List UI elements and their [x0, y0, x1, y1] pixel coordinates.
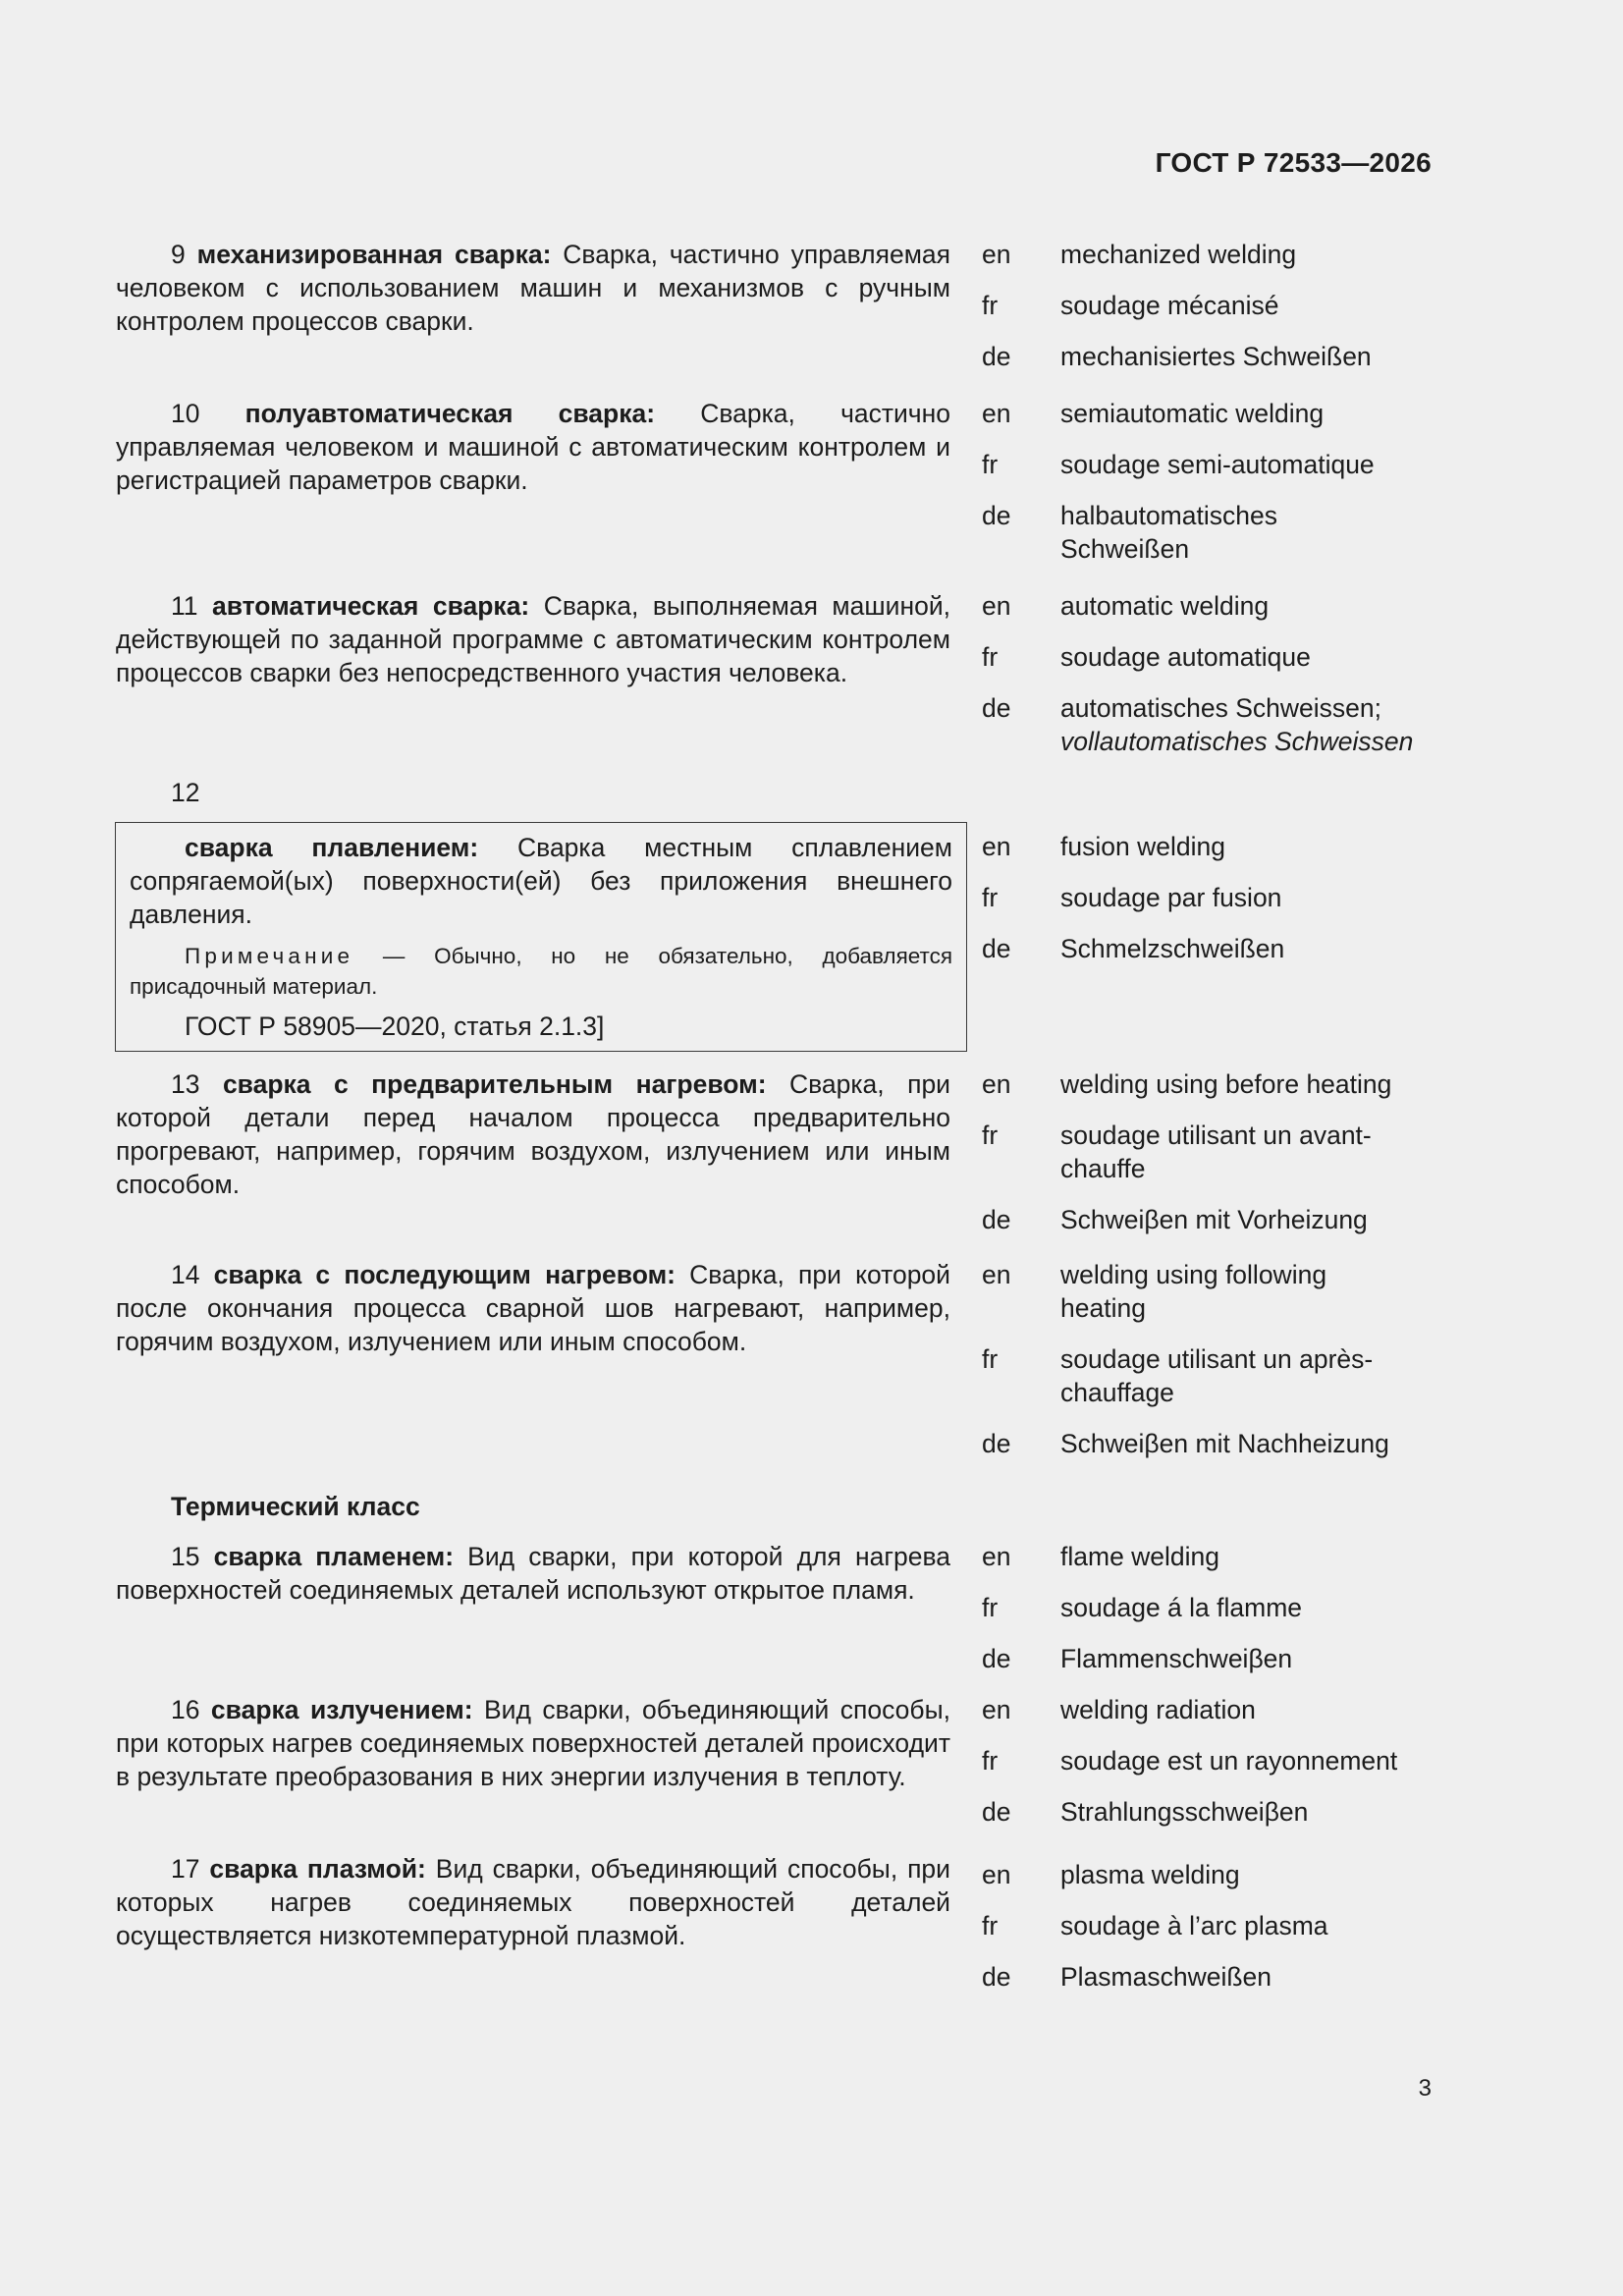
translation-row [982, 1067, 1432, 1101]
translations [982, 397, 1432, 583]
lang-code: en [982, 591, 1011, 621]
term-definition: Сварка местным сплавлением сопрягаемой(ых) поверхности(ей) без приложения внешнего давления. [130, 833, 952, 929]
translations [982, 1852, 1432, 2011]
lang-code: en [982, 832, 1011, 861]
translated-term: soudage mécanisé [1060, 291, 1279, 320]
translated-term: fusion welding [1060, 832, 1225, 861]
entry-number: 15 [171, 1542, 200, 1571]
translated-term: Schweiβen mit Vorheizung [1060, 1205, 1368, 1234]
translation-row [982, 881, 1432, 914]
lang-code: en [982, 1695, 1011, 1724]
entry-number: 11 [171, 591, 198, 621]
translated-term: soudage par fusion [1060, 883, 1282, 912]
translated-term: soudage automatique [1060, 642, 1311, 672]
translation-row [982, 1591, 1432, 1624]
translation-row [982, 499, 1432, 566]
page-number: 3 [1418, 2075, 1432, 2102]
translation-row [982, 691, 1432, 758]
entry-number: 16 [171, 1695, 200, 1724]
translated-term: Flammenschweiβen [1060, 1644, 1293, 1673]
translation-row [982, 1203, 1432, 1236]
note [130, 941, 952, 1002]
entry-number: 12 [171, 778, 200, 807]
term-definition: Вид сварки, объединяющий способы, при которых нагрев соединяемых поверхностей деталей происходит в результате преобразования в них энергии излучения в теплоту. [116, 1695, 950, 1791]
term-entry-14 [116, 1258, 1432, 1478]
definition [116, 589, 950, 758]
translation-row [982, 932, 1432, 965]
translated-term: automatisches Schweissen; vollautomatisches Schweissen [1060, 693, 1414, 756]
term-definition: Сварка, при которой после окончания процесса сварной шов нагревают, например, горячим воздухом, излучением или иным способом. [116, 1260, 950, 1356]
lang-code: de [982, 342, 1011, 371]
translation-row [982, 1693, 1432, 1726]
translated-term: Schweiβen mit Nachheizung [1060, 1429, 1389, 1458]
term-definition: Сварка, частично управляемая человеком с использованием машин и механизмов с ручным контролем процессов сварки. [116, 240, 950, 336]
term-entry-15 [116, 1540, 1432, 1693]
lang-code: de [982, 1205, 1011, 1234]
translation-row [982, 1858, 1432, 1891]
translated-term: welding using before heating [1060, 1069, 1392, 1099]
term-definition: Вид сварки, при которой для нагрева поверхностей соединяемых деталей используют открытое пламя. [116, 1542, 950, 1605]
lang-code: fr [982, 642, 999, 672]
translation-row [982, 238, 1432, 271]
translation-row [982, 340, 1432, 373]
definition [116, 397, 950, 583]
entry-number: 9 [171, 240, 186, 269]
translations [982, 238, 1432, 391]
term-entry-17 [116, 1852, 1432, 2011]
translated-term: soudage utilisant un avant-chauffe [1060, 1121, 1372, 1183]
entry-number: 17 [171, 1854, 200, 1884]
lang-code: en [982, 1860, 1011, 1889]
translations [982, 1540, 1432, 1693]
term-name: сварка с предварительным нагревом: [222, 1069, 767, 1099]
lang-code: fr [982, 1911, 999, 1941]
lang-code: en [982, 1069, 1011, 1099]
translated-term: semiautomatic welding [1060, 399, 1325, 428]
translation-row [982, 1744, 1432, 1777]
lang-code: en [982, 240, 1011, 269]
lang-code: fr [982, 1121, 999, 1150]
term-name: сварка пламенем: [213, 1542, 455, 1571]
term-definition: Сварка, при которой детали перед началом процесса предварительно прогревают, например, горячим воздухом, излучением или иным способом. [116, 1069, 950, 1199]
translated-term: Strahlungsschweiβen [1060, 1797, 1309, 1827]
translation-row [982, 640, 1432, 674]
terms-list [116, 238, 1432, 2011]
translated-term: Plasmaschweißen [1060, 1962, 1272, 1992]
translation-row [982, 1960, 1432, 1994]
translated-term: automatic welding [1060, 591, 1270, 621]
lang-code: en [982, 1260, 1011, 1289]
lang-code: fr [982, 450, 999, 479]
translations [982, 1693, 1432, 1846]
term-name: сварка с последующим нагревом: [213, 1260, 676, 1289]
lang-code: de [982, 1962, 1011, 1992]
translation-row [982, 830, 1432, 863]
lang-code: en [982, 399, 1011, 428]
translated-term: mechanisiertes Schweißen [1060, 342, 1372, 371]
term-entry-10 [116, 397, 1432, 583]
entry-number: 10 [171, 399, 200, 428]
quoted-definition-box [115, 822, 967, 1052]
lang-code: en [982, 1542, 1011, 1571]
definition [116, 238, 950, 391]
translated-term: soudage est un rayonnement [1060, 1746, 1398, 1776]
translation-row [982, 1795, 1432, 1829]
translation-row [982, 589, 1432, 623]
entry-number: 14 [171, 1260, 200, 1289]
lang-code: de [982, 1644, 1011, 1673]
note-label: Примечание [185, 944, 354, 968]
term-name: сварка плазмой: [209, 1854, 426, 1884]
term-definition: Сварка, частично управляемая человеком и машиной с автоматическим контролем и регистрацией параметров сварки. [116, 399, 950, 495]
translated-term: soudage utilisant un après-chauffage [1060, 1344, 1374, 1407]
translated-term: flame welding [1060, 1542, 1220, 1571]
term-name: сварка плавлением: [185, 833, 479, 862]
translation-row [982, 1909, 1432, 1942]
source-reference: ГОСТ Р 58905—2020, статья 2.1.3] [185, 1011, 605, 1041]
lang-code: de [982, 1429, 1011, 1458]
translations [982, 1067, 1432, 1254]
translations [982, 822, 1432, 1052]
definition [116, 822, 968, 1052]
lang-code: fr [982, 1344, 999, 1374]
term-entry-13 [116, 1067, 1432, 1254]
section-heading: Термический класс [171, 1492, 420, 1521]
translation-row [982, 1258, 1432, 1325]
translated-term: soudage semi-automatique [1060, 450, 1375, 479]
translated-term-alt: vollautomatisches Schweissen [1060, 727, 1414, 756]
term-entry-12 [116, 822, 1432, 1052]
note-text: — Обычно, но не обязательно, добавляется присадочный материал. [130, 944, 952, 999]
definition [116, 1258, 950, 1478]
term-name: полуавтоматическая сварка: [244, 399, 656, 428]
term-definition: Вид сварки, объединяющий способы, при которых нагрев соединяемых поверхностей деталей осуществляется низкотемпературной плазмой. [116, 1854, 950, 1950]
translations [982, 1258, 1432, 1478]
translated-term: soudage á la flamme [1060, 1593, 1303, 1622]
definition [116, 1067, 950, 1254]
translated-term: mechanized welding [1060, 240, 1297, 269]
translation-row [982, 1342, 1432, 1409]
translation-row [982, 1540, 1432, 1573]
lang-code: fr [982, 1593, 999, 1622]
definition [116, 1540, 950, 1693]
lang-code: fr [982, 291, 999, 320]
lang-code: de [982, 693, 1011, 723]
document-code: ГОСТ Р 72533—2026 [1155, 147, 1432, 178]
translated-term: welding radiation [1060, 1695, 1256, 1724]
term-definition: Сварка, выполняемая машиной, действующей по заданной программе с автоматическим контролем процессов сварки без непосредственного участия человека. [116, 591, 950, 687]
translated-term: welding using following heating [1060, 1260, 1327, 1323]
lang-code: de [982, 1797, 1011, 1827]
term-entry-16 [116, 1693, 1432, 1846]
term-name: механизированная сварка: [196, 240, 552, 269]
lang-code: fr [982, 883, 999, 912]
translation-row [982, 448, 1432, 481]
translation-row [982, 1119, 1432, 1185]
translated-term: soudage à l’arc plasma [1060, 1911, 1328, 1941]
translated-term: plasma welding [1060, 1860, 1240, 1889]
lang-code: de [982, 934, 1011, 963]
lang-code: de [982, 501, 1011, 530]
term-entry-11 [116, 589, 1432, 758]
definition [116, 1852, 950, 2011]
term-name: сварка излучением: [210, 1695, 473, 1724]
translation-row [982, 289, 1432, 322]
definition [116, 1693, 950, 1846]
entry-number: 13 [171, 1069, 200, 1099]
translation-row [982, 1642, 1432, 1675]
translation-row [982, 1427, 1432, 1460]
translations [982, 589, 1432, 758]
translated-term: Schmelzschweißen [1060, 934, 1285, 963]
lang-code: fr [982, 1746, 999, 1776]
term-name: автоматическая сварка: [211, 591, 530, 621]
translation-row [982, 397, 1432, 430]
term-entry-9 [116, 238, 1432, 391]
translated-term: halbautomatisches Schweißen [1060, 501, 1277, 564]
